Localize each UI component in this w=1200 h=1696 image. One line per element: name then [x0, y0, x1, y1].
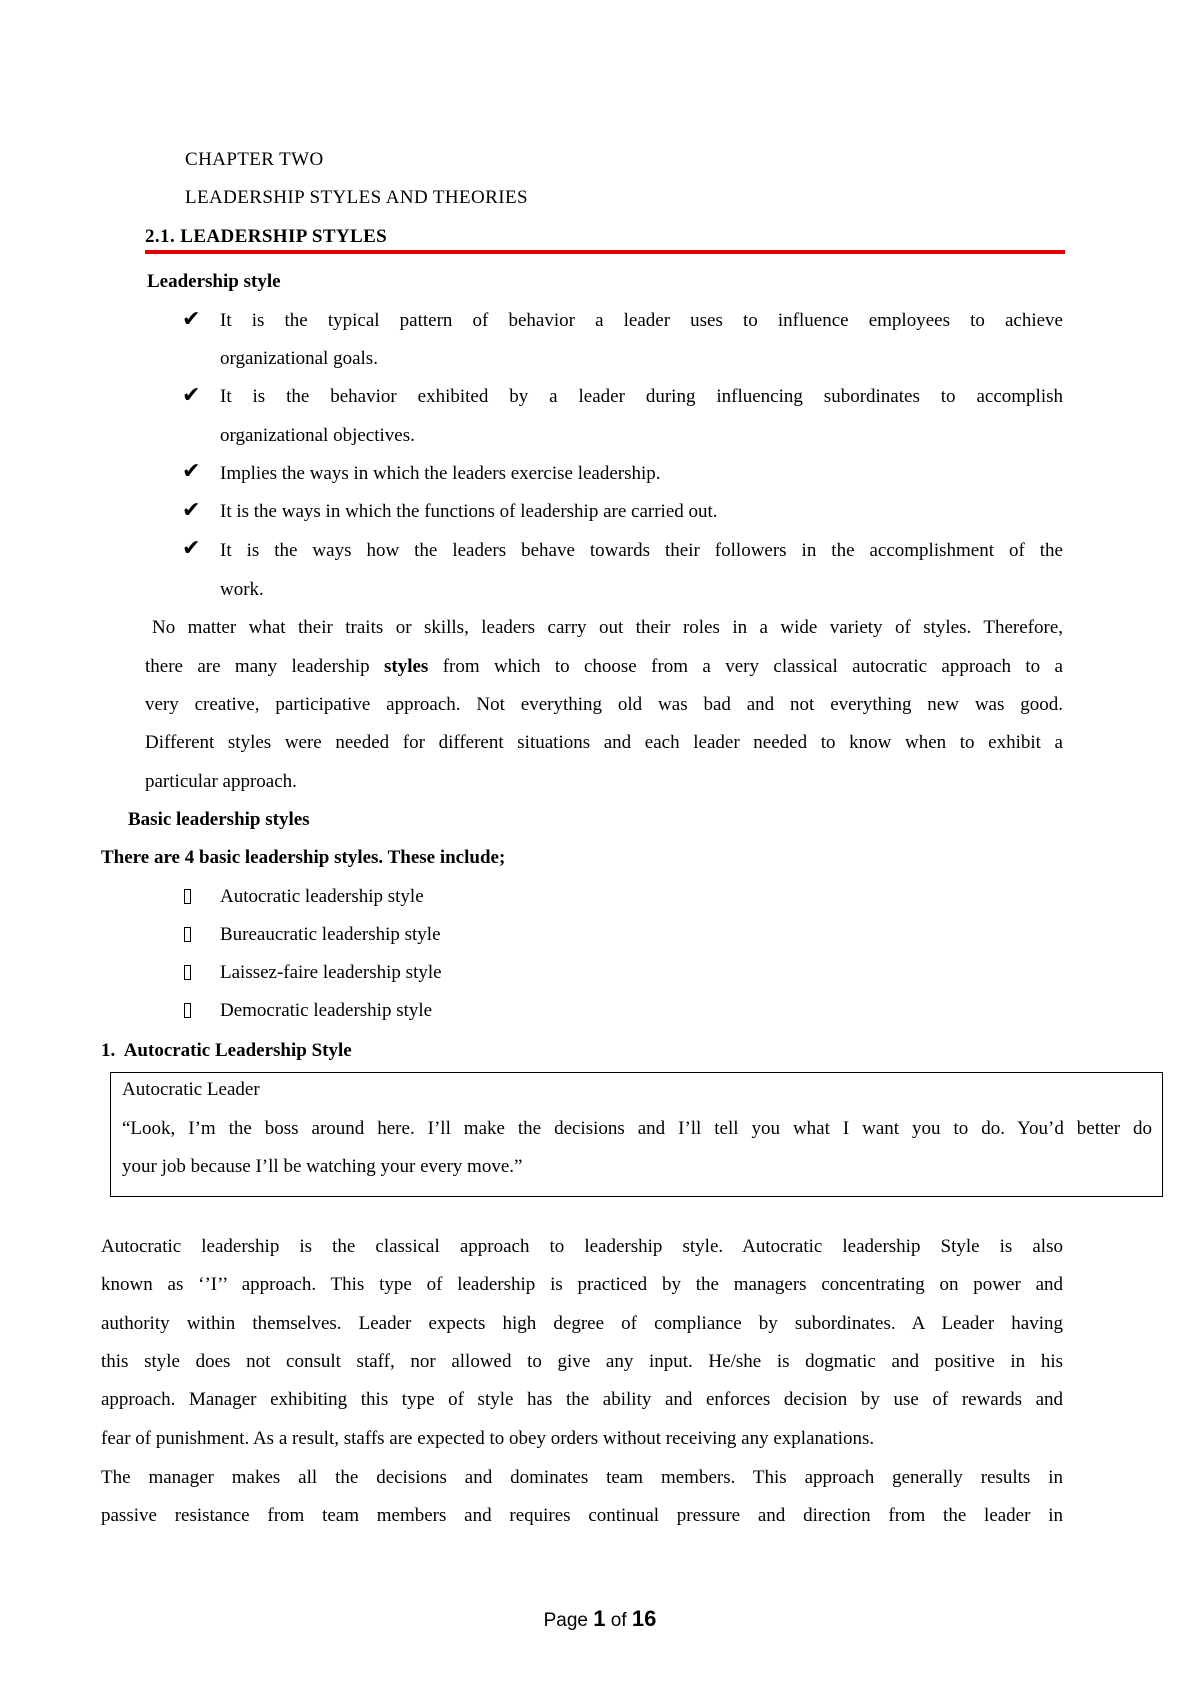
paragraph-line: authority within themselves. Leader expects high degree of compliance by subordinates. A Leader having	[101, 1313, 1063, 1334]
paragraph-line: Autocratic leadership is the classical approach to leadership style. Autocratic leadership Style is also	[101, 1236, 1063, 1257]
of-label: of	[610, 1610, 627, 1631]
check-icon: ✔	[182, 459, 201, 484]
section-heading: 2.1. LEADERSHIP STYLES	[145, 226, 388, 247]
style-list-item: Bureaucratic leadership style	[220, 924, 441, 945]
check-icon: ✔	[182, 383, 201, 408]
leadership-style-heading: Leadership style	[147, 271, 281, 292]
quote-title: Autocratic Leader	[122, 1079, 260, 1100]
missing-glyph-icon	[184, 965, 191, 980]
bullet-text: Implies the ways in which the leaders exercise leadership.	[220, 463, 661, 484]
page-number: 1	[593, 1606, 606, 1631]
quote-line: your job because I’ll be watching your every move.”	[122, 1156, 523, 1177]
paragraph-line: The manager makes all the decisions and dominates team members. This approach generally results in	[101, 1467, 1063, 1488]
missing-glyph-icon	[184, 1003, 191, 1018]
paragraph-line: particular approach.	[145, 771, 297, 792]
check-icon: ✔	[182, 536, 201, 561]
style-list-item: Autocratic leadership style	[220, 886, 424, 907]
paragraph-line: Different styles were needed for different situations and each leader needed to know when to exhibit a	[145, 732, 1063, 753]
paragraph-line: this style does not consult staff, nor allowed to give any input. He/she is dogmatic and positive in his	[101, 1351, 1063, 1372]
quote-line: “Look, I’m the boss around here. I’ll make the decisions and I’ll tell you what I want you to do. You’d better do	[122, 1118, 1152, 1139]
paragraph-line: there are many leadership styles from which to choose from a very classical autocratic approach to a	[145, 656, 1063, 677]
section-divider	[145, 250, 1065, 254]
paragraph-line: fear of punishment. As a result, staffs are expected to obey orders without receiving any explanations.	[101, 1428, 875, 1449]
paragraph-line: known as ‘’I’’ approach. This type of leadership is practiced by the managers concentrating on power and	[101, 1274, 1063, 1295]
bullet-text: organizational goals.	[220, 348, 378, 369]
bullet-text: It is the behavior exhibited by a leader during influencing subordinates to accomplish	[220, 386, 1063, 407]
check-icon: ✔	[182, 307, 201, 332]
bullet-text: work.	[220, 579, 264, 600]
style-list-item: Democratic leadership style	[220, 1000, 433, 1021]
bullet-text: It is the ways in which the functions of leadership are carried out.	[220, 501, 718, 522]
autocratic-heading: 1. Autocratic Leadership Style	[101, 1040, 352, 1061]
basic-styles-intro: There are 4 basic leadership styles. These include;	[101, 847, 506, 868]
paragraph-line: passive resistance from team members and requires continual pressure and direction from the leader in	[101, 1505, 1063, 1526]
missing-glyph-icon	[184, 889, 191, 904]
chapter-heading: CHAPTER TWO	[185, 149, 324, 170]
bullet-text: organizational objectives.	[220, 425, 415, 446]
bullet-text: It is the ways how the leaders behave towards their followers in the accomplishment of the	[220, 540, 1063, 561]
style-list-item: Laissez-faire leadership style	[220, 962, 442, 983]
paragraph-line: No matter what their traits or skills, leaders carry out their roles in a wide variety of styles. Therefore,	[152, 617, 1063, 638]
paragraph-line: approach. Manager exhibiting this type of style has the ability and enforces decision by use of rewards and	[101, 1389, 1063, 1410]
page-footer	[0, 1606, 1200, 1632]
check-icon: ✔	[182, 498, 201, 523]
chapter-title: LEADERSHIP STYLES AND THEORIES	[185, 187, 528, 208]
bullet-text: It is the typical pattern of behavior a leader uses to influence employees to achieve	[220, 310, 1063, 331]
paragraph-line: very creative, participative approach. Not everything old was bad and not everything new was good.	[145, 694, 1063, 715]
page-total: 16	[631, 1606, 657, 1631]
page-label: Page	[543, 1610, 588, 1631]
missing-glyph-icon	[184, 927, 191, 942]
basic-styles-heading: Basic leadership styles	[128, 809, 310, 830]
